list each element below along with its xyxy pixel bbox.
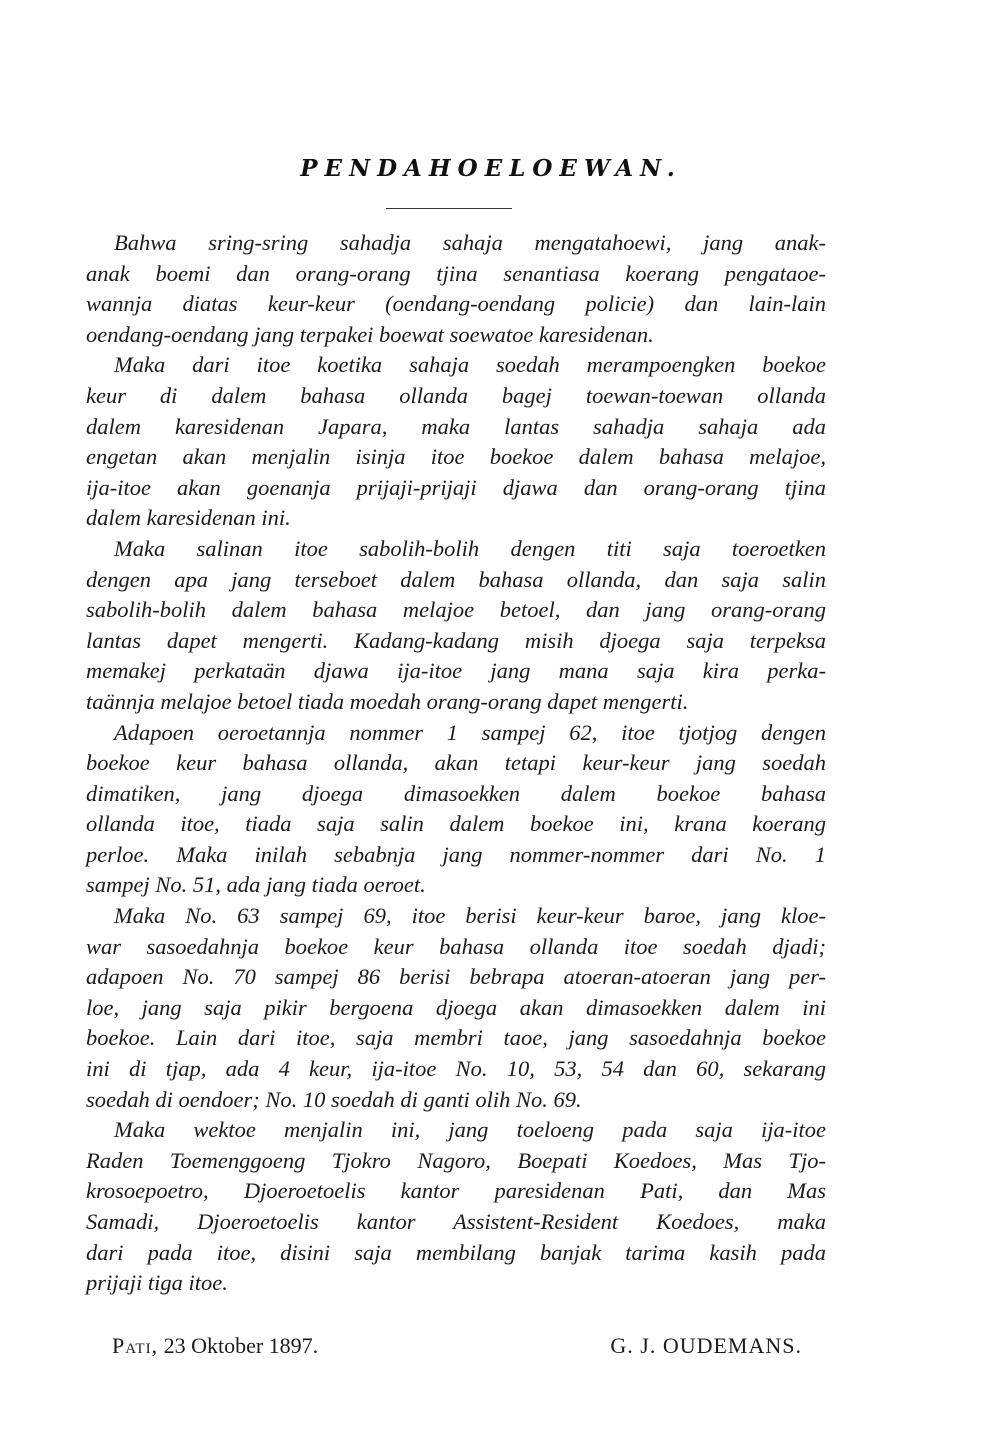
paragraph bbox=[86, 228, 826, 350]
text-line: dengen apa jang terseboet dalem bahasa ollanda, dan saja salin bbox=[86, 566, 826, 592]
text-line: Maka No. 63 sampej 69, itoe berisi keur-keur baroe, jang kloe- bbox=[114, 903, 826, 929]
text-line: dalem karesidenan ini. bbox=[86, 505, 291, 531]
signature-name: G. J. OUDEMANS. bbox=[610, 1333, 802, 1358]
text-line: dari pada itoe, disini saja membilang banjak tarima kasih pada bbox=[86, 1239, 826, 1265]
text-line: Bahwa sring-sring sahadja sahaja mengatahoewi, jang anak- bbox=[114, 230, 826, 255]
text-line: dalem karesidenan Japara, maka lantas sahadja sahaja ada bbox=[86, 413, 826, 439]
text-line: boekoe keur bahasa ollanda, akan tetapi keur-keur jang soedah bbox=[86, 750, 826, 776]
paragraph bbox=[86, 350, 826, 534]
body-text bbox=[86, 228, 826, 1299]
text-line: memakej perkataän djawa ija-itoe jang mana saja kira perka- bbox=[86, 658, 826, 684]
text-line: wannja diatas keur-keur (oendang-oendang policie) dan lain-lain bbox=[86, 291, 826, 317]
title-rule bbox=[386, 208, 512, 209]
text-line: boekoe. Lain dari itoe, saja membri taoe, jang sasoedahnja boekoe bbox=[86, 1025, 826, 1051]
signature-place-date bbox=[112, 1333, 318, 1359]
text-line: Raden Toemenggoeng Tjokro Nagoro, Boepati Koedoes, Mas Tjo- bbox=[86, 1147, 826, 1173]
paragraph bbox=[86, 534, 826, 718]
paragraph bbox=[86, 718, 826, 902]
paragraph bbox=[86, 1115, 826, 1299]
signature-date: 23 Oktober 1897. bbox=[163, 1333, 319, 1358]
text-line: krosoepoetro, Djoeroetoelis kantor paresidenan Pati, dan Mas bbox=[86, 1178, 826, 1204]
text-line: ija-itoe akan goenanja prijaji-prijaji djawa dan orang-orang tjina bbox=[86, 474, 826, 500]
text-line: Maka salinan itoe sabolih-bolih dengen titi saja toeroetken bbox=[114, 535, 826, 561]
paragraph bbox=[86, 901, 826, 1115]
text-line: engetan akan menjalin isinja itoe boekoe dalem bahasa melajoe, bbox=[86, 444, 826, 470]
text-line: lantas dapet mengerti. Kadang-kadang misih djoega saja terpeksa bbox=[86, 627, 826, 653]
text-line: oendang-oendang jang terpakei boewat soewatoe karesidenan. bbox=[86, 321, 654, 347]
text-line: loe, jang saja pikir bergoena djoega akan dimasoekken dalem ini bbox=[86, 994, 826, 1020]
text-line: sampej No. 51, ada jang tiada oeroet. bbox=[86, 872, 426, 898]
text-line: Maka dari itoe koetika sahaja soedah merampoengken boekoe bbox=[114, 352, 826, 378]
text-line: taännja melajoe betoel tiada moedah orang-orang dapet mengerti. bbox=[86, 688, 689, 714]
text-line: Adapoen oeroetannja nommer 1 sampej 62, itoe tjotjog dengen bbox=[114, 719, 826, 745]
text-line: keur di dalem bahasa ollanda bagej toewan-toewan ollanda bbox=[86, 382, 826, 408]
text-line: anak boemi dan orang-orang tjina senantiasa koerang pengataoe- bbox=[86, 260, 826, 286]
text-line: dimatiken, jang djoega dimasoekken dalem boekoe bahasa bbox=[86, 780, 826, 806]
text-line: ini di tjap, ada 4 keur, ija-itoe No. 10, 53, 54 dan 60, sekarang bbox=[86, 1056, 826, 1082]
text-line: Samadi, Djoeroetoelis kantor Assistent-Resident Koedoes, maka bbox=[86, 1209, 826, 1234]
text-line: Maka wektoe menjalin ini, jang toeloeng pada saja ija-itoe bbox=[114, 1117, 826, 1143]
text-line: ollanda itoe, tiada saja salin dalem boekoe ini, krana koerang bbox=[86, 811, 826, 837]
text-line: soedah di oendoer; No. 10 soedah di ganti olih No. 69. bbox=[86, 1086, 582, 1112]
page-title: PENDAHOELOEWAN. bbox=[300, 155, 682, 182]
text-line: war sasoedahnja boekoe keur bahasa ollanda itoe soedah djadi; bbox=[86, 933, 826, 959]
text-line: prijaji tiga itoe. bbox=[86, 1270, 228, 1296]
text-line: perloe. Maka inilah sebabnja jang nommer-nommer dari No. 1 bbox=[86, 841, 826, 867]
text-line: sabolih-bolih dalem bahasa melajoe betoel, dan jang orang-orang bbox=[86, 597, 826, 623]
text-line: adapoen No. 70 sampej 86 berisi bebrapa atoeran-atoeran jang per- bbox=[86, 964, 826, 990]
signature-place: Pati, bbox=[112, 1333, 159, 1358]
